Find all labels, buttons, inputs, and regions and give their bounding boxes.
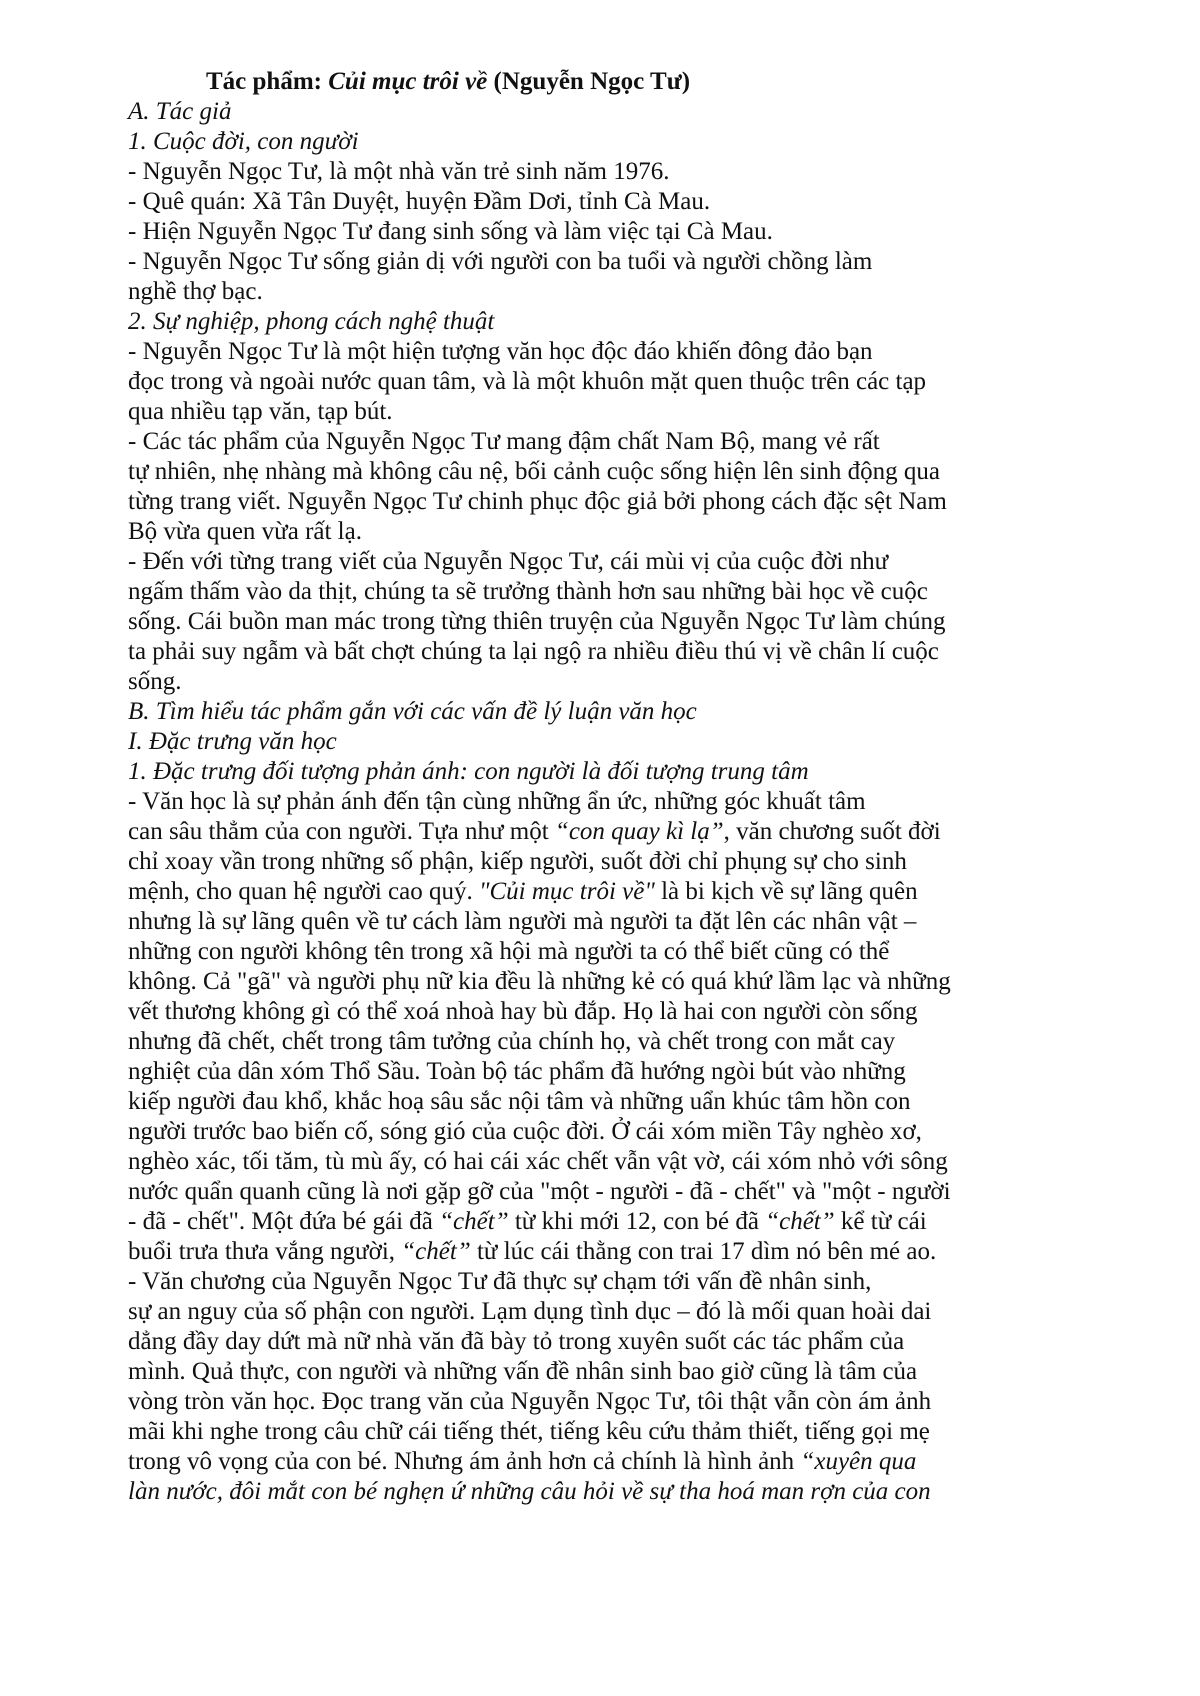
subheading-1: 1. Cuộc đời, con người	[128, 128, 359, 155]
paragraph-line: đọc trong và ngoài nước quan tâm, và là một khuôn mặt quen thuộc trên các tạp	[128, 368, 927, 395]
section-heading-b: B. Tìm hiểu tác phẩm gắn với các vấn đề lý luận văn học	[128, 698, 697, 725]
paragraph-line: người trước bao biến cố, sóng gió của cuộc đời. Ở cái xóm miền Tây nghèo xơ,	[128, 1118, 922, 1145]
paragraph-line: sống. Cái buồn man mác trong từng thiên truyện của Nguyễn Ngọc Tư làm chúng	[128, 608, 946, 635]
paragraph-line: - Quê quán: Xã Tân Duyệt, huyện Đầm Dơi, tỉnh Cà Mau.	[128, 188, 711, 215]
paragraph-line: - Văn chương của Nguyễn Ngọc Tư đã thực sự chạm tới vấn đề nhân sinh,	[128, 1268, 872, 1295]
paragraph-line: - Đến với từng trang viết của Nguyễn Ngọc Tư, cái mùi vị của cuộc đời như	[128, 548, 889, 575]
paragraph-line: mình. Quả thực, con người và những vấn đề nhân sinh bao giờ cũng là tâm của	[128, 1358, 918, 1385]
paragraph-line: Bộ vừa quen vừa rất lạ.	[128, 518, 362, 545]
paragraph-line: mãi khi nghe trong câu chữ cái tiếng thét, tiếng kêu cứu thảm thiết, tiếng gọi mẹ	[128, 1418, 930, 1445]
paragraph-line: sự an nguy của số phận con người. Lạm dụng tình dục – đó là mối quan hoài dai	[128, 1298, 932, 1325]
paragraph-line: - Các tác phẩm của Nguyễn Ngọc Tư mang đậm chất Nam Bộ, mang vẻ rất	[128, 428, 880, 455]
paragraph-line: buổi trưa thưa vắng người, “chết” từ lúc cái thằng con trai 17 dìm nó bên mé ao.	[128, 1238, 937, 1265]
paragraph-line: nhưng là sự lãng quên về tư cách làm người mà người ta đặt lên các nhân vật –	[128, 908, 917, 935]
paragraph-line: nhưng đã chết, chết trong tâm tưởng của chính họ, và chết trong con mắt cay	[128, 1028, 896, 1055]
paragraph-line: - đã - chết". Một đứa bé gái đã “chết” từ khi mới 12, con bé đã “chết” kể từ cái	[128, 1208, 927, 1235]
paragraph-line: tự nhiên, nhẹ nhàng mà không câu nệ, bối cảnh cuộc sống hiện lên sinh động qua	[128, 458, 940, 485]
paragraph-line: ta phải suy ngẫm và bất chợt chúng ta lại ngộ ra nhiều điều thú vị về chân lí cuộc	[128, 638, 939, 665]
quote-text: “chết”	[439, 1208, 509, 1235]
quote-text: “chết”	[765, 1208, 835, 1235]
title-author: (Nguyễn Ngọc Tư)	[487, 68, 691, 95]
subheading-2: 2. Sự nghiệp, phong cách nghệ thuật	[128, 308, 495, 335]
title-work: Củi mục trôi về	[328, 68, 488, 95]
paragraph-line: nghề thợ bạc.	[128, 278, 263, 305]
paragraph-line: - Nguyễn Ngọc Tư, là một nhà văn trẻ sinh năm 1976.	[128, 158, 670, 185]
paragraph-line: chỉ xoay vần trong những số phận, kiếp người, suốt đời chỉ phụng sự cho sinh	[128, 848, 907, 875]
paragraph-line: những con người không tên trong xã hội mà người ta có thể biết cũng có thể	[128, 938, 890, 965]
paragraph-line: ngấm thấm vào da thịt, chúng ta sẽ trưởng thành hơn sau những bài học về cuộc	[128, 578, 928, 605]
document-title	[206, 66, 690, 98]
subheading-i: I. Đặc trưng văn học	[128, 728, 337, 755]
quote-text: "Củi mục trôi về"	[479, 878, 655, 905]
paragraph-line: không. Cả "gã" và người phụ nữ kia đều là những kẻ có quá khứ lầm lạc và những	[128, 968, 951, 995]
paragraph-line: can sâu thẳm của con người. Tựa như một “con quay kì lạ”, văn chương suốt đời	[128, 818, 941, 845]
paragraph-line: - Văn học là sự phản ánh đến tận cùng những ẩn ức, những góc khuất tâm	[128, 788, 866, 815]
title-label: Tác phẩm:	[206, 68, 329, 95]
paragraph-line: mệnh, cho quan hệ người cao quý. "Củi mục trôi về" là bi kịch về sự lãng quên	[128, 878, 918, 905]
paragraph-line: vết thương không gì có thể xoá nhoà hay bù đắp. Họ là hai con người còn sống	[128, 998, 918, 1025]
paragraph-line: qua nhiều tạp văn, tạp bút.	[128, 398, 393, 425]
paragraph-line: nghèo xác, tối tăm, tù mù ấy, có hai cái xác chết vẫn vật vờ, cái xóm nhỏ với sông	[128, 1148, 948, 1175]
paragraph-line: sống.	[128, 668, 182, 695]
paragraph-line: trong vô vọng của con bé. Nhưng ám ảnh hơn cả chính là hình ảnh “xuyên qua	[128, 1448, 917, 1475]
paragraph-line: làn nước, đôi mắt con bé nghẹn ứ những câu hỏi về sự tha hoá man rợn của con	[128, 1478, 931, 1505]
section-heading-a: A. Tác giả	[128, 98, 232, 125]
paragraph-line: dẳng đầy day dứt mà nữ nhà văn đã bày tỏ trong xuyên suốt các tác phẩm của	[128, 1328, 905, 1355]
paragraph-line: vòng tròn văn học. Đọc trang văn của Nguyễn Ngọc Tư, tôi thật vẫn còn ám ảnh	[128, 1388, 932, 1415]
quote-text: “con quay kì lạ”	[554, 818, 724, 845]
paragraph-line: từng trang viết. Nguyễn Ngọc Tư chinh phục độc giả bởi phong cách đặc sệt Nam	[128, 488, 947, 515]
paragraph-line: nghiệt của dân xóm Thổ Sầu. Toàn bộ tác phẩm đã hướng ngòi bút vào những	[128, 1058, 906, 1085]
paragraph-line: - Nguyễn Ngọc Tư sống giản dị với người con ba tuổi và người chồng làm	[128, 248, 873, 275]
paragraph-line: - Hiện Nguyễn Ngọc Tư đang sinh sống và làm việc tại Cà Mau.	[128, 218, 773, 245]
quote-text: “xuyên qua	[800, 1448, 917, 1475]
subheading-i-1: 1. Đặc trưng đối tượng phản ánh: con người là đối tượng trung tâm	[128, 758, 809, 785]
paragraph-line: nước quẩn quanh cũng là nơi gặp gỡ của "một - người - đã - chết" và "một - người	[128, 1178, 951, 1205]
quote-text: “chết”	[401, 1238, 471, 1265]
paragraph-line: - Nguyễn Ngọc Tư là một hiện tượng văn học độc đáo khiến đông đảo bạn	[128, 338, 873, 365]
paragraph-line: kiếp người đau khổ, khắc hoạ sâu sắc nội tâm và những uẩn khúc tâm hồn con	[128, 1088, 911, 1115]
